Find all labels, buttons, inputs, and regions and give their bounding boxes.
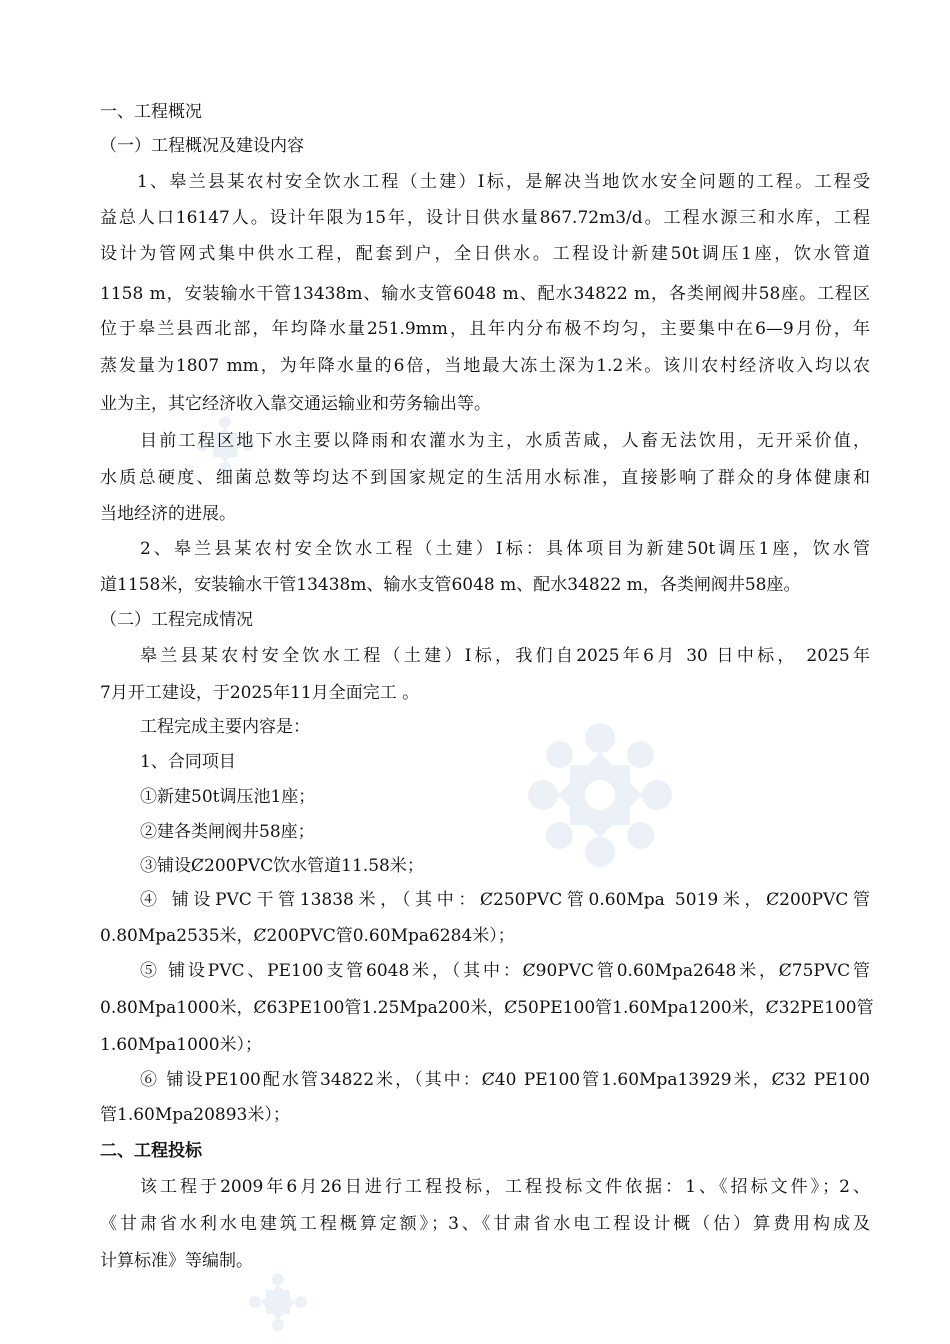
paragraph-line: 蒸发量为1807 mm，为年降水量的6倍，当地最大冻土深为1.2米。该川农村经济收入均以农 <box>100 356 870 376</box>
list-item: ①新建50t调压池1座； <box>140 787 316 807</box>
paragraph-line: 道1158米，安装输水干管13438m、输水支管6048 m、配水34822 m，各类闸阀井58座。 <box>100 575 801 595</box>
paragraph-line: 《甘肃省水利水电建筑工程概算定额》；3、《甘肃省水电工程设计概（估）算费用构成及 <box>100 1214 870 1234</box>
list-item: ③铺设Ȼ200PVC饮水管道11.58米； <box>140 856 424 876</box>
watermark-flower-icon <box>248 1272 308 1332</box>
list-item: ⑥ 铺设PE100配水管34822米，（其中：Ȼ40 PE100管1.60Mpa13929米，Ȼ32 PE100 <box>140 1070 870 1090</box>
list-item: ②建各类闸阀井58座； <box>140 822 315 842</box>
list-heading: 1、合同项目 <box>140 752 236 772</box>
list-item: 1.60Mpa1000米）； <box>100 1035 263 1055</box>
paragraph-line: 2、皋兰县某农村安全饮水工程（土建）Ⅰ标：具体项目为新建50t调压1座，饮水管 <box>140 539 870 559</box>
section-heading: 一、工程概况 <box>100 102 202 122</box>
list-item: ④ 铺设PVC干管13838米，（其中：Ȼ250PVC管0.60Mpa 5019米，Ȼ200PVC管 <box>140 890 870 910</box>
paragraph-line: 当地经济的进展。 <box>100 504 236 524</box>
paragraph-line: 位于皋兰县西北部，年均降水量251.9mm，且年内分布极不均匀，主要集中在6—9月份，年 <box>100 319 870 339</box>
section-heading: 二、工程投标 <box>100 1141 202 1161</box>
paragraph-line: 目前工程区地下水主要以降雨和农灌水为主，水质苦咸，人畜无法饮用，无开采价值， <box>140 431 870 451</box>
list-item: 管1.60Mpa20893米）； <box>100 1105 290 1125</box>
paragraph-line: 益总人口16147人。设计年限为15年，设计日供水量867.72m3/d。工程水源三和水库，工程 <box>100 208 870 228</box>
list-item: ⑤ 铺设PVC、PE100支管6048米，（其中：Ȼ90PVC管0.60Mpa2648米，Ȼ75PVC管 <box>140 961 870 981</box>
paragraph-line: 1158 m，安装输水干管13438m、输水支管6048 m、配水34822 m，各类闸阀井58座。工程区 <box>100 284 870 304</box>
paragraph-line: 工程完成主要内容是： <box>140 717 310 737</box>
paragraph-line: 水质总硬度、细菌总数等均达不到国家规定的生活用水标准，直接影响了群众的身体健康和 <box>100 468 870 488</box>
subsection-heading: （一）工程概况及建设内容 <box>100 136 304 156</box>
paragraph-line: 该工程于2009年6月26日进行工程投标，工程投标文件依据：1、《招标文件》；2、 <box>140 1177 870 1197</box>
list-item: 0.80Mpa2535米，Ȼ200PVC管0.60Mpa6284米）； <box>100 926 515 946</box>
paragraph-line: 7月开工建设，于2025年11月全面完工 。 <box>100 683 420 703</box>
paragraph-line: 业为主，其它经济收入靠交通运输业和劳务输出等。 <box>100 394 491 414</box>
subsection-heading: （二）工程完成情况 <box>100 610 253 630</box>
paragraph-line: 皋兰县某农村安全饮水工程（土建）Ⅰ标，我们自2025年6月 30 日中标， 2025年 <box>140 646 870 666</box>
paragraph-line: 设计为管网式集中供水工程，配套到户，全日供水。工程设计新建50t调压1座，饮水管道 <box>100 244 870 264</box>
paragraph-line: 计算标准》等编制。 <box>100 1251 253 1271</box>
paragraph-line: 1、皋兰县某农村安全饮水工程（土建）Ⅰ标，是解决当地饮水安全问题的工程。工程受 <box>137 172 870 192</box>
list-item: 0.80Mpa1000米，Ȼ63PE100管1.25Mpa200米，Ȼ50PE100管1.60Mpa1200米，Ȼ32PE100管 <box>100 998 874 1018</box>
